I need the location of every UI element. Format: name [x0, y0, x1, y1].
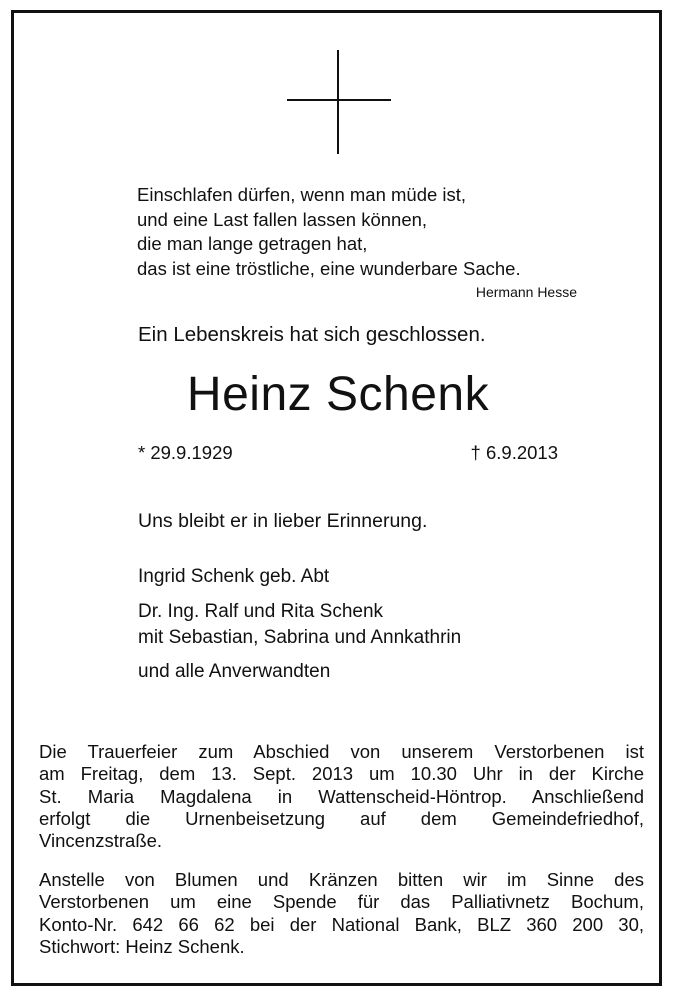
donation-notice-line: Anstelle von Blumen und Kränzen bitten wir im Sinne des — [39, 869, 644, 890]
donation-notice-line: Stichwort: Heinz Schenk. — [39, 935, 245, 957]
mourner-line: mit Sebastian, Sabrina und Annkathrin — [138, 627, 462, 648]
poem-line: Einschlafen dürfen, wenn man müde ist, — [137, 184, 467, 205]
funeral-notice-line: St. Maria Magdalena in Wattenscheid-Höntrop. Anschließend — [39, 785, 644, 807]
poem-author: Hermann Hesse — [475, 284, 577, 300]
poem-line: das ist eine tröstliche, eine wunderbare Sache. — [137, 257, 521, 279]
poem-line: und eine Last fallen lassen können, — [137, 208, 428, 230]
cross-icon — [0, 0, 676, 200]
mourner-line: Dr. Ing. Ralf und Rita Schenk — [138, 601, 384, 622]
donation-notice-line: Verstorbenen um eine Spende für das Palliativnetz Bochum, — [39, 891, 644, 913]
intro-text: Ein Lebenskreis hat sich geschlossen. — [138, 323, 486, 346]
mourner-line: Ingrid Schenk geb. Abt — [138, 566, 330, 587]
funeral-notice-line: am Freitag, dem 13. Sept. 2013 um 10.30 Uhr in der Kirche — [39, 763, 644, 785]
mourner-line: und alle Anverwandten — [138, 661, 331, 682]
remembrance-text: Uns bleibt er in lieber Erinnerung. — [138, 510, 428, 532]
donation-notice — [39, 869, 644, 958]
poem-line: die man lange getragen hat, — [137, 233, 368, 254]
funeral-notice-line: Die Trauerfeier zum Abschied von unserem Verstorbenen ist — [39, 741, 644, 762]
donation-notice-line: Konto-Nr. 642 66 62 bei der National Bank, BLZ 360 200 30, — [39, 913, 644, 935]
death-date: † 6.9.2013 — [470, 442, 558, 463]
funeral-notice-line: erfolgt die Urnenbeisetzung auf dem Gemeindefriedhof, — [39, 807, 644, 829]
birth-date: * 29.9.1929 — [138, 442, 233, 463]
poem — [137, 183, 597, 281]
deceased-name: Heinz Schenk — [186, 368, 490, 421]
funeral-notice — [39, 741, 644, 852]
funeral-notice-line: Vincenzstraße. — [39, 830, 163, 852]
